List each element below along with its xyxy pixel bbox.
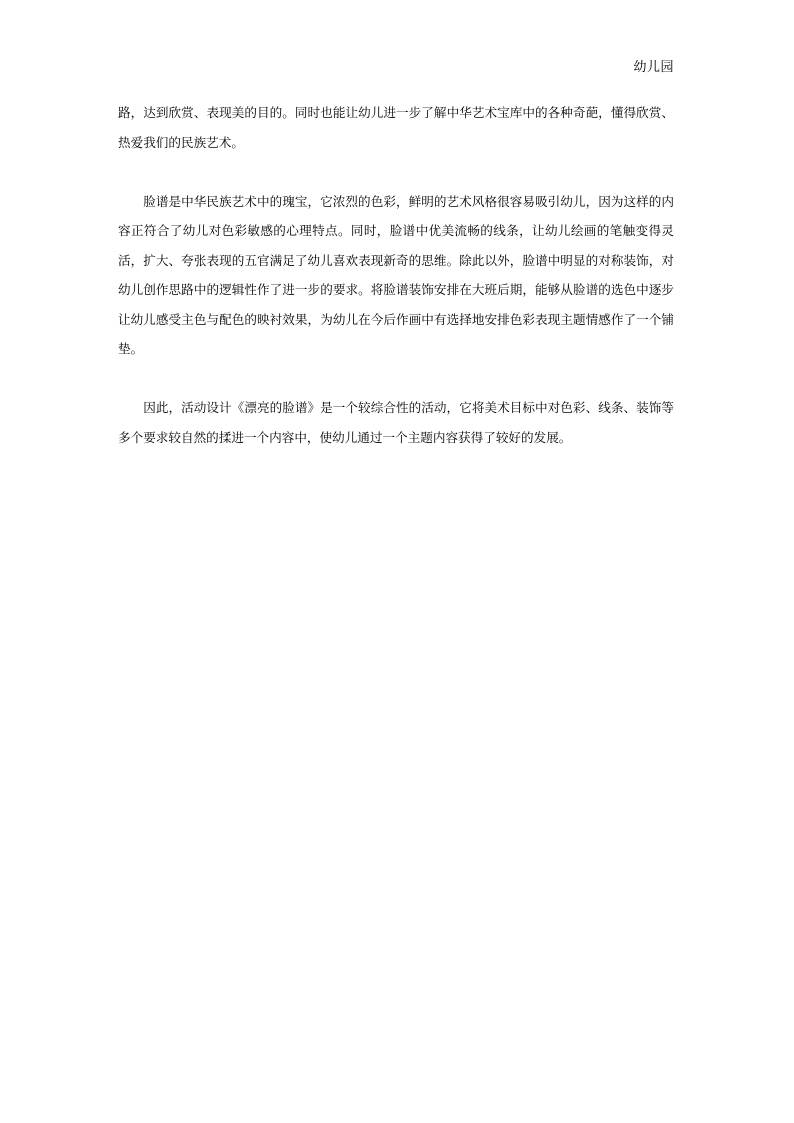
paragraph-conclusion: 因此，活动设计《漂亮的脸谱》是一个较综合性的活动，它将美术目标中对色彩、线条、装饰等多个要求较自然的揉进一个内容中，使幼儿通过一个主题内容获得了较好的发展。 — [118, 400, 674, 445]
paragraph-continuation: 路，达到欣赏、表现美的目的。同时也能让幼儿进一步了解中华艺术宝库中的各种奇葩，懂得欣赏、热爱我们的民族艺术。 — [118, 105, 674, 150]
header-title: 幼儿园 — [633, 60, 674, 75]
document-body — [118, 98, 674, 482]
paragraph-facial-mask: 脸谱是中华民族艺术中的瑰宝，它浓烈的色彩，鲜明的艺术风格很容易吸引幼儿，因为这样的内容正符合了幼儿对色彩敏感的心理特点。同时，脸谱中优美流畅的线条，让幼儿绘画的笔触变得灵活，扩大、夸张表现的五官满足了幼儿喜欢表现新奇的思维。除此以外，脸谱中明显的对称装饰，对幼儿创作思路中的逻辑性作了进一步的要求。将脸谱装饰安排在大班后期，能够从脸谱的选色中逐步让幼儿感受主色与配色的映衬效果，为幼儿在今后作画中有选择地安排色彩表现主题情感作了一个铺垫。 — [118, 193, 674, 356]
